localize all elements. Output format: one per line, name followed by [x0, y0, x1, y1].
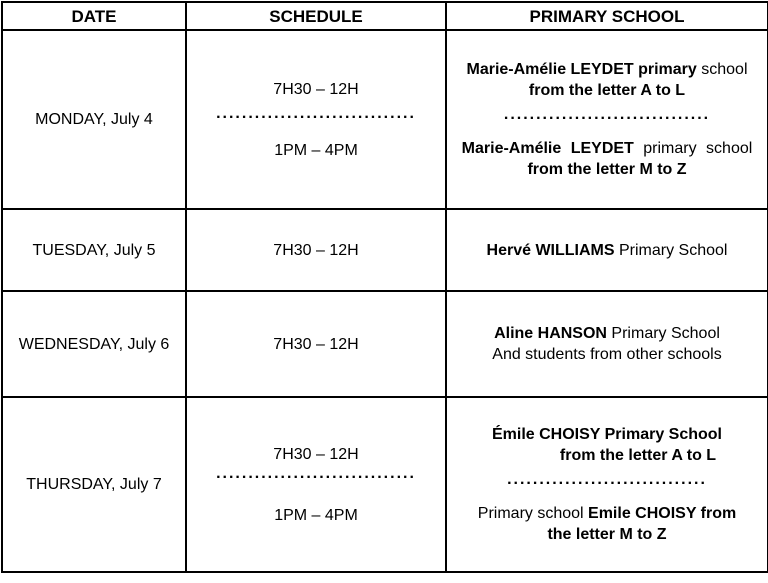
morning-hours: 7H30 – 12H: [273, 80, 359, 98]
school-name-line: [447, 323, 767, 344]
school-cell-wednesday: [446, 291, 768, 397]
schedule-cell-tuesday: [186, 209, 446, 291]
letter-range-line: from the letter A to L: [559, 447, 717, 464]
school-cell-tuesday: [446, 209, 768, 291]
school-name-regular: school: [696, 61, 748, 78]
school-name-bold: Aline HANSON: [494, 325, 607, 342]
school-name-regular: Primary School: [606, 325, 720, 342]
date-cell-monday: MONDAY, July 4: [2, 30, 186, 209]
timetable: [1, 1, 768, 573]
dotted-separator: ...............................: [216, 107, 416, 120]
table-row-wednesday: [2, 291, 768, 397]
letter-range-line: from the letter A to L: [528, 82, 686, 99]
afternoon-hours: 1PM – 4PM: [274, 141, 358, 159]
date-cell-thursday: THURSDAY, July 7: [2, 397, 186, 572]
header-primary-school: PRIMARY SCHOOL: [446, 2, 768, 30]
dotted-separator: ...............................: [216, 467, 416, 480]
date-cell-tuesday: TUESDAY, July 5: [2, 209, 186, 291]
table-row-tuesday: [2, 209, 768, 291]
school-name-line: [447, 240, 767, 261]
school-name-regular: Primary school: [477, 505, 589, 522]
dotted-separator: ................................: [503, 109, 711, 121]
school-name-line: Émile CHOISY Primary School: [491, 426, 722, 443]
school-name-bold: Emile CHOISY from: [588, 505, 737, 522]
school-name-line: [447, 503, 767, 524]
school-name-bold: Hervé WILLIAMS: [486, 241, 615, 259]
school-name-regular: Primary School: [614, 241, 728, 259]
afternoon-hours: 1PM – 4PM: [274, 506, 358, 524]
school-cell-monday: [446, 30, 768, 209]
table-row-monday: [2, 30, 768, 209]
school-cell-thursday: [446, 397, 768, 572]
other-students-line: And students from other schools: [492, 346, 722, 363]
morning-hours: 7H30 – 12H: [273, 445, 359, 463]
letter-range-line: from the letter M to Z: [527, 161, 687, 178]
letter-range-line: the letter M to Z: [547, 526, 667, 543]
schedule-cell-thursday: [186, 397, 446, 572]
morning-hours: 7H30 – 12H: [273, 335, 359, 353]
schedule-cell-monday: [186, 30, 446, 209]
dotted-separator: ...............................: [507, 474, 707, 486]
school-name-bold: Marie-Amélie LEYDET primary: [466, 61, 697, 78]
morning-hours: 7H30 – 12H: [273, 241, 359, 259]
header-row: [2, 2, 768, 30]
header-date: DATE: [2, 2, 186, 30]
table-row-thursday: [2, 397, 768, 572]
date-cell-wednesday: WEDNESDAY, July 6: [2, 291, 186, 397]
school-name-bold: Marie-Amélie LEYDET: [461, 140, 634, 157]
header-schedule: SCHEDULE: [186, 2, 446, 30]
schedule-cell-wednesday: [186, 291, 446, 397]
school-name-line: [447, 138, 767, 159]
school-name-regular: primary school: [633, 140, 753, 157]
school-name-line: [447, 59, 767, 80]
